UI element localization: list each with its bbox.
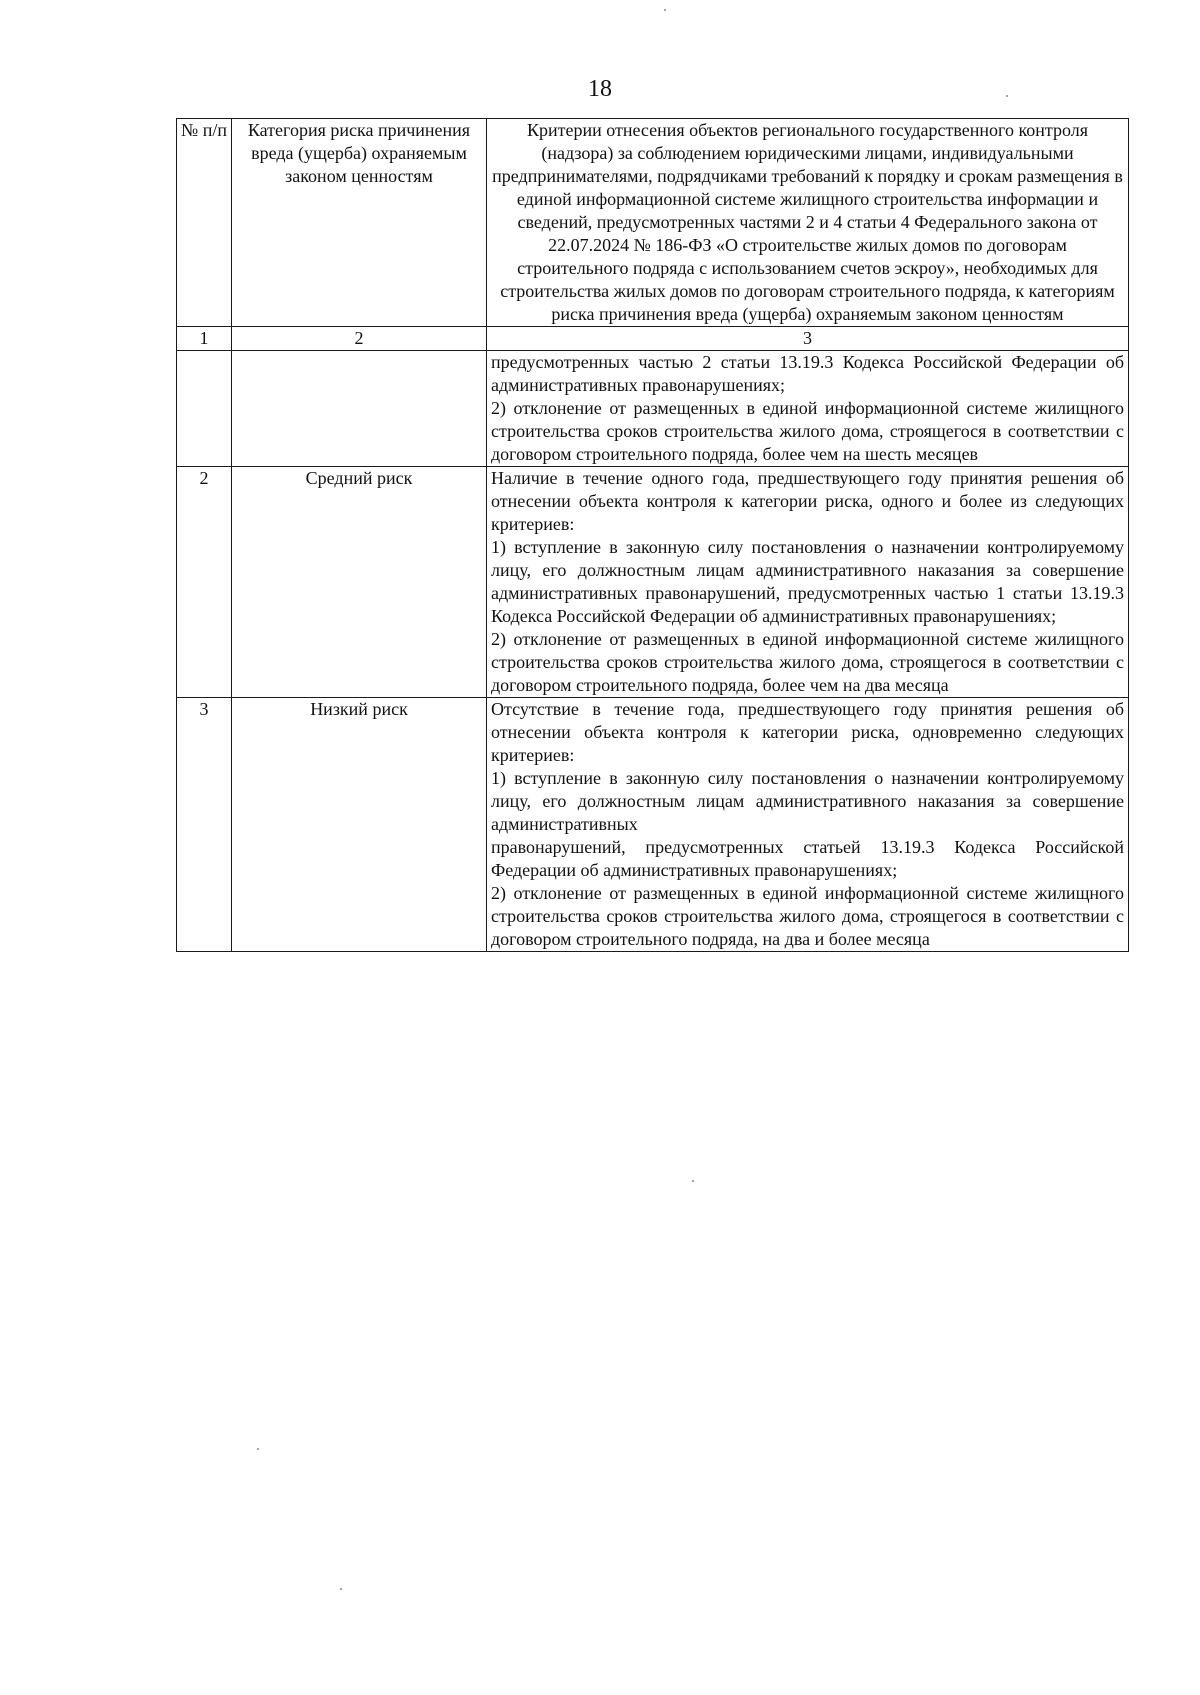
criteria-paragraph: Наличие в течение одного года, предшествующего году принятия решения об отнесении объекта контроля к категории риска, одного и более из следующих критериев: [491,468,1124,534]
column-numbers-row [177,327,1129,351]
scan-speck [340,1588,342,1590]
row-number: 2 [177,467,232,698]
scan-speck [1006,95,1008,97]
criteria-paragraph: 2) отклонение от размещенных в единой информационной системе жилищного строительства сроков строительства жилого дома, строящегося в соответствии с договором строительного подряда, более чем на два месяца [491,629,1124,695]
risk-criteria-table [176,118,1129,952]
criteria-paragraph: Отсутствие в течение года, предшествующего году принятия решения об отнесении объекта контроля к категории риска, одновременно следующих критериев: [491,699,1124,765]
row-category [232,351,487,467]
column-number-3: 3 [487,327,1129,351]
criteria-paragraph: 2) отклонение от размещенных в единой информационной системе жилищного строительства сроков строительства жилого дома, строящегося в соответствии с договором строительного подряда, более чем на шесть месяцев [491,398,1124,464]
row-category: Низкий риск [232,698,487,952]
row-category: Средний риск [232,467,487,698]
criteria-paragraph: 1) вступление в законную силу постановления о назначении контролируемому лицу, его должностным лицам административного наказания за совершение административных [491,768,1124,834]
row-criteria [487,351,1129,467]
header-criteria [487,119,1129,327]
criteria-paragraph: 2) отклонение от размещенных в единой информационной системе жилищного строительства сроков строительства жилого дома, строящегося в соответствии с договором строительного подряда, на два и более месяца [491,883,1124,949]
row-number: 3 [177,698,232,952]
header-number-label: № п/п [181,120,227,140]
table-row [177,351,1129,467]
row-criteria [487,698,1129,952]
scan-speck [692,1180,694,1182]
criteria-paragraph: 1) вступление в законную силу постановления о назначении контролируемому лицу, его должностным лицам административного наказания за совершение административных правонарушений, предусмотренных частью 1 статьи 13.19.3 Кодекса Российской Федерации об административных правонарушениях; [491,537,1124,626]
page-number: 18 [588,76,612,102]
header-number [177,119,232,327]
criteria-paragraph: предусмотренных частью 2 статьи 13.19.3 Кодекса Российской Федерации об административных правонарушениях; [491,352,1124,395]
column-number-1: 1 [177,327,232,351]
row-criteria [487,467,1129,698]
header-category [232,119,487,327]
table-row [177,467,1129,698]
row-number [177,351,232,467]
header-category-label: Категория риска причинения вреда (ущерба) охраняемым законом ценностям [247,120,471,186]
scan-speck [664,9,666,11]
header-criteria-label: Критерии отнесения объектов регионального государственного контроля (надзора) за соблюдением юридическими лицами, индивидуальными предпринимателями, подрядчиками требований к порядку и срокам размещения в единой информационной системе жилищного строительства информации и сведений, предусмотренных частями 2 и 4 статьи 4 Федерального закона от 22.07.2024 № 186-ФЗ «О строительстве жилых домов по договорам строительного подряда с использованием счетов эскроу», необходимых для строительства жилых домов по договорам строительного подряда, к категориям риска причинения вреда (ущерба) охраняемым законом ценностям [492,120,1123,324]
scan-speck [257,1448,259,1450]
criteria-paragraph: правонарушений, предусмотренных статьей 13.19.3 Кодекса Российской Федерации об административных правонарушениях; [491,837,1124,880]
column-number-2: 2 [232,327,487,351]
table-row [177,698,1129,952]
table-header-row [177,119,1129,327]
